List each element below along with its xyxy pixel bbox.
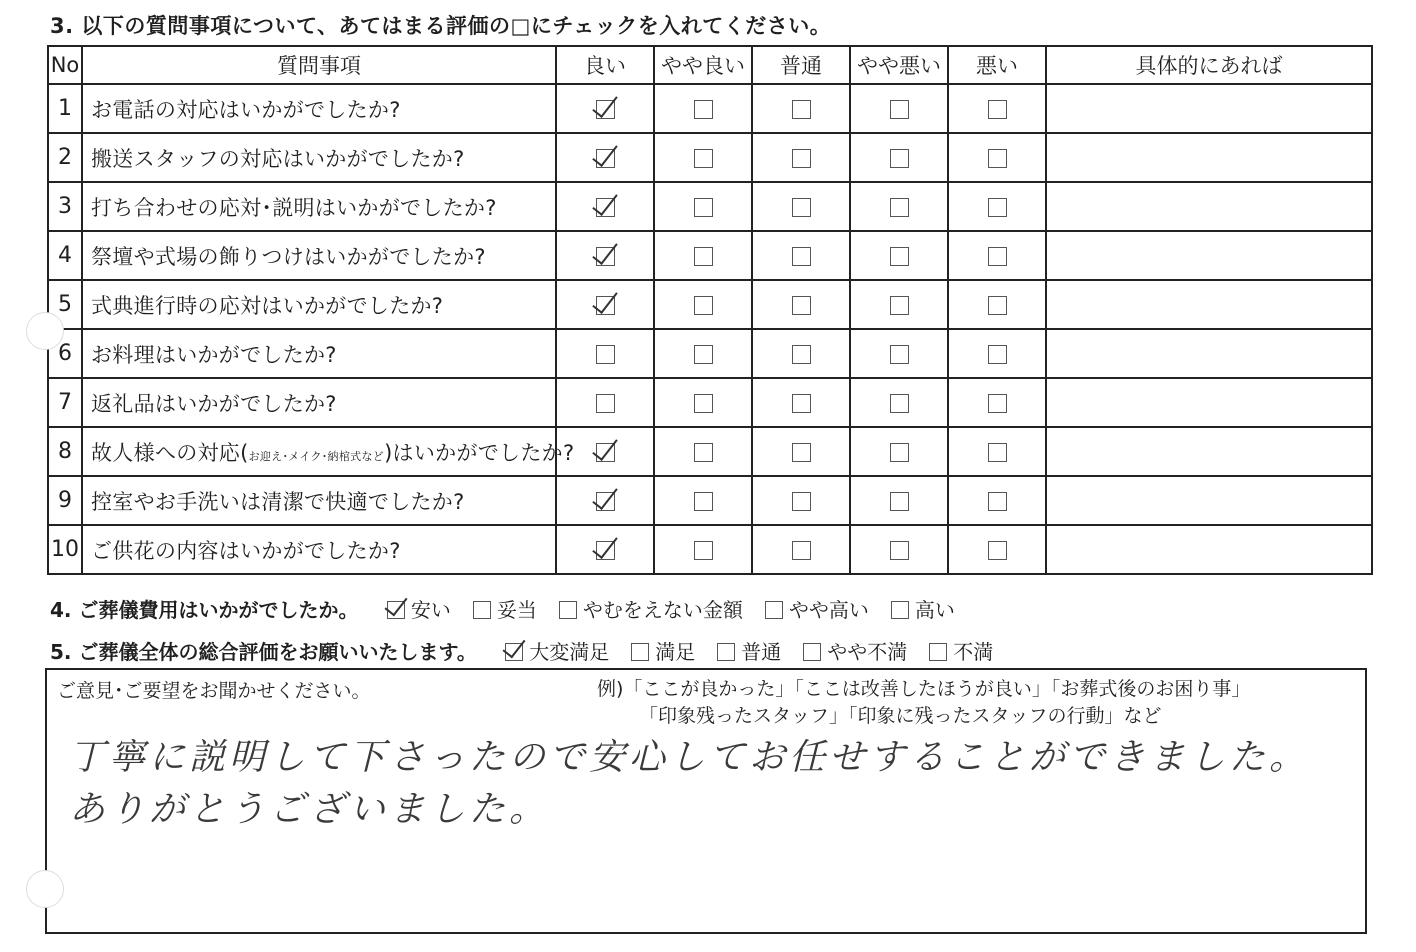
rating-checkbox[interactable] [988,345,1007,364]
rating-cell [752,476,850,525]
details-cell[interactable] [1046,427,1372,476]
details-cell[interactable] [1046,525,1372,574]
rating-cell [948,525,1046,574]
rating-checkbox[interactable] [596,296,615,315]
q5-option[interactable] [803,636,907,665]
rating-cell [752,378,850,427]
rating-cell [654,280,752,329]
table-row [48,427,1372,476]
details-cell[interactable] [1046,280,1372,329]
question-text: 祭壇や式場の飾りつけはいかがでしたか? [91,244,486,269]
rating-checkbox[interactable] [988,247,1007,266]
rating-cell [654,329,752,378]
rating-checkbox[interactable] [694,443,713,462]
rating-cell [948,84,1046,133]
rating-cell [948,182,1046,231]
question-text: 故人様への対応( [91,440,249,465]
question-cell [82,182,556,231]
details-cell[interactable] [1046,476,1372,525]
rating-checkbox[interactable] [694,198,713,217]
rating-cell [948,329,1046,378]
rating-checkbox[interactable] [988,492,1007,511]
table-row [48,84,1372,133]
question-text: お電話の対応はいかがでしたか? [91,97,401,122]
header-normal: 普通 [752,46,850,84]
rating-cell [556,182,654,231]
details-cell[interactable] [1046,329,1372,378]
rating-cell [654,84,752,133]
rating-checkbox[interactable] [988,443,1007,462]
rating-checkbox[interactable] [890,198,909,217]
rating-cell [752,231,850,280]
rating-cell [948,231,1046,280]
q5-checkbox[interactable] [505,643,523,661]
rating-checkbox[interactable] [988,149,1007,168]
rating-cell [752,525,850,574]
rating-checkbox[interactable] [596,345,615,364]
question-cell [82,427,575,476]
rating-cell [556,133,654,182]
rating-checkbox[interactable] [792,541,811,560]
row-number: 2 [48,133,82,182]
rating-checkbox[interactable] [792,345,811,364]
rating-cell [850,378,948,427]
rating-checkbox[interactable] [792,394,811,413]
q5-line [50,636,993,665]
rating-cell [654,231,752,280]
q5-checkbox[interactable] [803,643,821,661]
question-text: 返礼品はいかがでしたか? [91,391,337,416]
rating-cell [654,525,752,574]
rating-checkbox[interactable] [694,541,713,560]
rating-cell [556,84,654,133]
rating-checkbox[interactable] [890,443,909,462]
rating-cell [556,329,654,378]
rating-checkbox[interactable] [890,100,909,119]
header-no: No [48,46,82,84]
rating-cell [752,427,850,476]
q4-checkbox[interactable] [473,601,491,619]
examples-line-1: 例)「ここが良かった」「ここは改善したほうが良い」「お葬式後のお困り事」 [597,678,1251,700]
q4-option[interactable] [891,594,955,623]
table-row [48,231,1372,280]
handwritten-comment [69,732,1309,836]
examples-line-2: 「印象残ったスタッフ」「印象に残ったスタッフの行動」など [639,705,1162,727]
rating-checkbox[interactable] [596,443,615,462]
rating-cell [654,182,752,231]
rating-cell [654,133,752,182]
table-row [48,329,1372,378]
q4-option[interactable] [559,594,743,623]
q4-option-label: 高い [914,598,955,622]
table-row [48,280,1372,329]
details-cell[interactable] [1046,231,1372,280]
question-text: 式典進行時の応対はいかがでしたか? [91,293,444,318]
q5-option-label: 大変満足 [529,640,610,664]
rating-checkbox[interactable] [694,100,713,119]
q4-label: 4. ご葬儀費用はいかがでしたか。 [50,598,359,622]
q5-option[interactable] [631,636,695,665]
question-text: お料理はいかがでしたか? [91,342,337,367]
q5-checkbox[interactable] [717,643,735,661]
q5-option-label: やや不満 [827,640,908,664]
rating-cell [556,525,654,574]
comment-examples [597,676,1250,730]
question-cell [82,280,556,329]
rating-checkbox[interactable] [890,492,909,511]
handwritten-line-2: ありがとうございました。 [69,789,550,830]
rating-checkbox[interactable] [988,296,1007,315]
rating-table [47,45,1373,575]
rating-cell [556,231,654,280]
row-number: 4 [48,231,82,280]
rating-cell [948,133,1046,182]
rating-checkbox[interactable] [890,394,909,413]
details-cell[interactable] [1046,133,1372,182]
rating-checkbox[interactable] [792,198,811,217]
rating-cell [850,84,948,133]
handwritten-line-1: 丁寧に説明して下さったので安心してお任せすることができました。 [69,737,1310,778]
rating-checkbox[interactable] [890,149,909,168]
question-cell [82,329,556,378]
row-number: 7 [48,378,82,427]
row-number: 3 [48,182,82,231]
rating-checkbox[interactable] [694,492,713,511]
q5-label: 5. ご葬儀全体の総合評価をお願いいたします。 [50,640,477,664]
rating-cell [752,329,850,378]
rating-checkbox[interactable] [890,296,909,315]
rating-checkbox[interactable] [792,443,811,462]
rating-checkbox[interactable] [792,492,811,511]
q4-option-label: やむをえない金額 [582,598,743,622]
rating-cell [850,182,948,231]
q4-checkbox[interactable] [765,601,783,619]
question-cell [82,476,556,525]
rating-checkbox[interactable] [988,541,1007,560]
rating-checkbox[interactable] [694,345,713,364]
header-somewhat-bad: やや悪い [850,46,948,84]
table-header [48,46,1372,84]
rating-cell [654,476,752,525]
q4-option-label: やや高い [788,598,869,622]
rating-checkbox[interactable] [792,100,811,119]
rating-cell [556,476,654,525]
question-cell [82,84,556,133]
punch-hole [26,312,64,350]
rating-checkbox[interactable] [596,247,615,266]
q5-option-label: 満足 [655,640,696,664]
q3-title: 3. 以下の質問事項について、あてはまる評価の□にチェックを入れてください。 [50,14,832,38]
q5-option-label: 普通 [741,640,782,664]
question-note: お迎え･メイク･納棺式など [248,449,385,463]
q5-checkbox[interactable] [631,643,649,661]
rating-checkbox[interactable] [890,345,909,364]
table-row [48,133,1372,182]
comment-prompt: ご意見･ご要望をお聞かせください。 [57,680,371,702]
rating-checkbox[interactable] [694,394,713,413]
rating-checkbox[interactable] [596,198,615,217]
table-row [48,378,1372,427]
question-text: 控室やお手洗いは清潔で快適でしたか? [91,489,465,514]
rating-checkbox[interactable] [988,100,1007,119]
question-cell [82,231,556,280]
header-somewhat-good: やや良い [654,46,752,84]
rating-checkbox[interactable] [890,541,909,560]
rating-cell [948,378,1046,427]
question-text: 搬送スタッフの対応はいかがでしたか? [91,146,465,171]
header-details: 具体的にあれば [1046,46,1372,84]
row-number: 6 [48,329,82,378]
rating-cell [850,427,948,476]
row-number: 8 [48,427,82,476]
q4-checkbox[interactable] [891,601,909,619]
q4-line [50,594,955,623]
rating-checkbox[interactable] [596,394,615,413]
rating-checkbox[interactable] [792,247,811,266]
q4-option-label: 妥当 [496,598,537,622]
row-number: 5 [48,280,82,329]
rating-cell [556,378,654,427]
rating-cell [654,427,752,476]
q5-checkbox[interactable] [929,643,947,661]
rating-cell [850,329,948,378]
q5-option[interactable] [929,636,993,665]
rating-checkbox[interactable] [694,247,713,266]
rating-cell [948,427,1046,476]
table-row [48,476,1372,525]
question-cell [82,525,556,574]
rating-checkbox[interactable] [694,149,713,168]
header-good: 良い [556,46,654,84]
row-number: 1 [48,84,82,133]
rating-checkbox[interactable] [988,198,1007,217]
question-text: ご供花の内容はいかがでしたか? [91,538,401,563]
header-bad: 悪い [948,46,1046,84]
rating-checkbox[interactable] [694,296,713,315]
rating-checkbox[interactable] [596,541,615,560]
table-row [48,525,1372,574]
q4-option-label: 安い [410,598,451,622]
q4-option[interactable] [473,594,537,623]
rating-checkbox[interactable] [596,100,615,119]
details-cell[interactable] [1046,182,1372,231]
header-question: 質問事項 [82,46,556,84]
rating-cell [654,378,752,427]
rating-checkbox[interactable] [596,492,615,511]
rating-cell [850,231,948,280]
rating-checkbox[interactable] [596,149,615,168]
rating-checkbox[interactable] [792,296,811,315]
q4-checkbox[interactable] [387,601,405,619]
rating-checkbox[interactable] [890,247,909,266]
rating-cell [948,280,1046,329]
rating-cell [556,280,654,329]
q5-option[interactable] [717,636,781,665]
rating-cell [752,280,850,329]
rating-cell [752,182,850,231]
rating-cell [948,476,1046,525]
q5-option[interactable] [505,636,609,665]
rating-cell [850,525,948,574]
row-number: 10 [48,525,82,574]
q4-checkbox[interactable] [559,601,577,619]
details-cell[interactable] [1046,378,1372,427]
rating-checkbox[interactable] [792,149,811,168]
rating-cell [752,84,850,133]
question-cell [82,378,556,427]
rating-cell [850,280,948,329]
details-cell[interactable] [1046,84,1372,133]
punch-hole [26,870,64,908]
row-number: 9 [48,476,82,525]
q5-option-label: 不満 [953,640,994,664]
rating-cell [850,133,948,182]
rating-checkbox[interactable] [988,394,1007,413]
rating-cell [752,133,850,182]
rating-cell [850,476,948,525]
question-text: 打ち合わせの応対･説明はいかがでしたか? [91,195,497,220]
question-text-tail: )はいかがでしたか? [384,440,575,465]
question-cell [82,133,556,182]
table-row [48,182,1372,231]
q4-option[interactable] [765,594,869,623]
q4-option[interactable] [387,594,451,623]
comment-box[interactable] [45,668,1367,934]
